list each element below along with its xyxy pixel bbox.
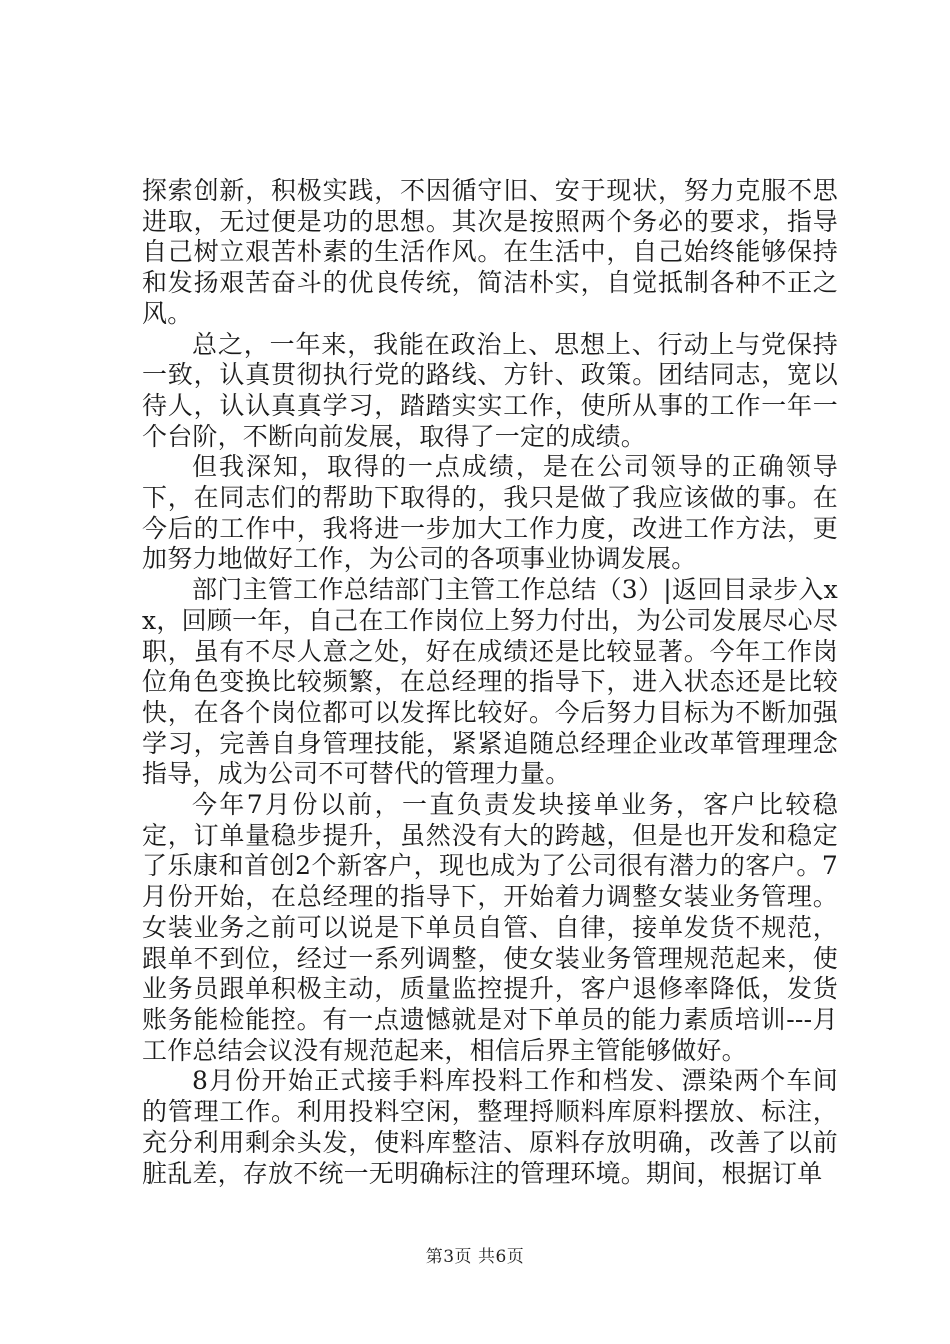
paragraph: 部门主管工作总结部门主管工作总结（3）|返回目录步入xx，回顾一年，自己在工作岗位上努力付出，为公司发展尽心尽职，虽有不尽人意之处，好在成绩还是比较显著。今年工作岗位角色变换比较频繁，在总经理的指导下，进入状态还是比较快，在各个岗位都可以发挥比较好。今后努力目标为不断加强学习，完善自身管理技能，紧紧追随总经理企业改革管理理念指导，成为公司不可替代的管理力量。 <box>142 575 838 789</box>
paragraph: 探索创新，积极实践，不因循守旧、安于现状，努力克服不思进取，无过便是功的思想。其次是按照两个务必的要求，指导自己树立艰苦朴素的生活作风。在生活中，自己始终能够保持和发扬艰苦奋斗的优良传统，简洁朴实，自觉抵制各种不正之风。 <box>142 176 838 328</box>
paragraph: 8月份开始正式接手料库投料工作和档发、漂染两个车间的管理工作。利用投料空闲，整理捋顺料库原料摆放、标注，充分利用剩余头发，使料库整洁、原料存放明确，改善了以前脏乱差，存放不统一无明确标注的管理环境。期间，根据订单 <box>142 1066 838 1188</box>
paragraph: 今年7月份以前，一直负责发块接单业务，客户比较稳定，订单量稳步提升，虽然没有大的跨越，但是也开发和稳定了乐康和首创2个新客户，现也成为了公司很有潜力的客户。7月份开始，在总经理的指导下，开始着力调整女装业务管理。女装业务之前可以说是下单员自管、自律，接单发货不规范，跟单不到位，经过一系列调整，使女装业务管理规范起来，使业务员跟单积极主动，质量监控提升，客户退修率降低，发货账务能检能控。有一点遗憾就是对下单员的能力素质培训---月工作总结会议没有规范起来，相信后界主管能够做好。 <box>142 790 838 1065</box>
paragraph: 但我深知，取得的一点成绩，是在公司领导的正确领导下，在同志们的帮助下取得的，我只是做了我应该做的事。在今后的工作中，我将进一步加大工作力度，改进工作方法，更加努力地做好工作，为公司的各项事业协调发展。 <box>142 452 838 574</box>
page-footer: 第3页 共6页 <box>425 1247 525 1267</box>
paragraph: 总之，一年来，我能在政治上、思想上、行动上与党保持一致，认真贯彻执行党的路线、方针、政策。团结同志，宽以待人，认认真真学习，踏踏实实工作，使所从事的工作一年一个台阶，不断向前发展，取得了一定的成绩。 <box>142 329 838 451</box>
document-body <box>142 176 838 1189</box>
